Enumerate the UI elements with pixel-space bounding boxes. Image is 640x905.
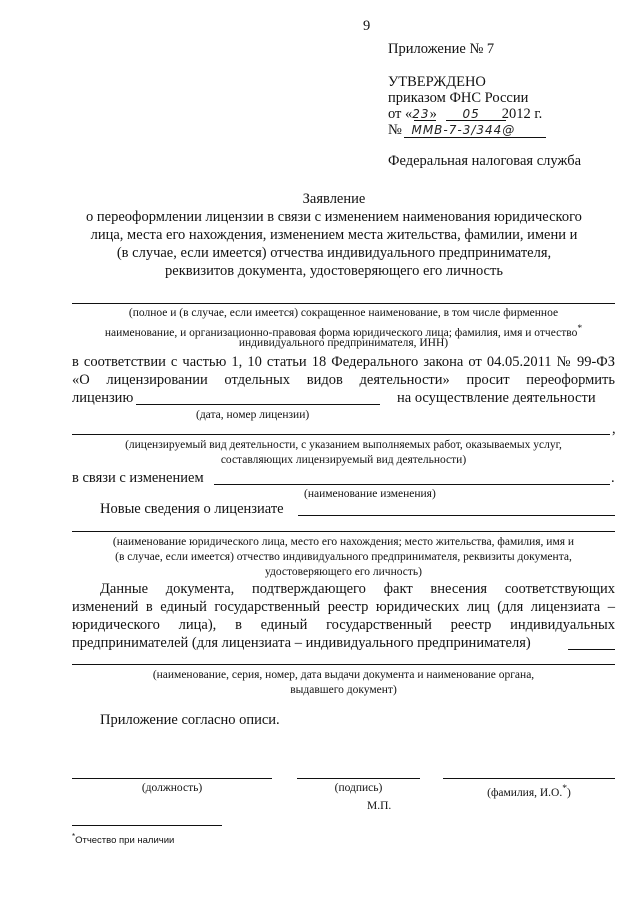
title-line-2: о переоформлении лицензии в связи с изменением наименования юридического <box>86 209 582 225</box>
signature-hint: (подпись) <box>334 782 383 794</box>
license-number-field[interactable] <box>136 404 380 405</box>
applicant-hint-3: индивидуального предпринимателя, ИНН) <box>238 337 449 349</box>
appendix-title: Приложение № 7 <box>388 41 495 57</box>
title-line-3: лица, места его нахождения, изменением места жительства, фамилии, имени и <box>90 227 578 243</box>
recipient: Федеральная налоговая служба <box>388 153 582 169</box>
new-info-hint-2: (в случае, если имеется) отчество индивидуального предпринимателя, реквизиты документа, <box>115 551 572 563</box>
change-label: в связи с изменением <box>72 470 204 486</box>
doc-line-2: изменений в единый государственный реестр юридических лиц (для лицензиата – <box>72 599 615 615</box>
date-day: 23 <box>412 107 430 121</box>
footnote <box>72 832 174 846</box>
applicant-hint-mark: * <box>577 323 583 334</box>
activity-hint-2: составляющих лицензируемый вид деятельности) <box>220 454 467 466</box>
date-mid: » <box>429 106 437 122</box>
activity-field[interactable] <box>72 434 610 435</box>
title-line-1: Заявление <box>302 191 366 207</box>
doc-field-2[interactable] <box>72 664 615 665</box>
doc-hint-1: (наименование, серия, номер, дата выдачи документа и наименование органа, <box>152 669 535 681</box>
title-line-4: (в случае, если имеется) отчества индивидуального предпринимателя, <box>116 245 552 261</box>
position-hint: (должность) <box>141 782 203 794</box>
signature-field[interactable] <box>297 778 420 779</box>
attachment-note: Приложение согласно описи. <box>100 712 280 728</box>
position-field[interactable] <box>72 778 272 779</box>
activity-word: на осуществление деятельности <box>397 390 596 406</box>
doc-line-4: предпринимателей (для лицензиата – индивидуального предпринимателя) <box>72 635 531 651</box>
name-hint-close: ) <box>567 786 571 799</box>
change-hint: (наименование изменения) <box>304 488 436 500</box>
number-value: ММВ-7-3/344@ <box>411 123 516 137</box>
new-info-field-1[interactable] <box>298 515 615 516</box>
new-info-label: Новые сведения о лицензиате <box>100 501 284 517</box>
doc-line-3: юридического лица), в единый государственный реестр индивидуальных <box>72 617 615 633</box>
body1-line-1: в соответствии с частью 1, 10 статьи 18 Федерального закона от 04.05.2011 № 99-ФЗ <box>72 354 615 370</box>
date-prefix: от « <box>388 106 413 122</box>
applicant-field[interactable] <box>72 303 615 304</box>
name-hint <box>443 781 615 801</box>
title-line-5: реквизитов документа, удостоверяющего его личность <box>165 263 503 279</box>
date-month: 05 <box>462 107 480 121</box>
applicant-hint-1: (полное и (в случае, если имеется) сокращенное наименование, в том числе фирменное <box>128 307 559 319</box>
approved-label: УТВЕРЖДЕНО <box>388 74 486 90</box>
date-year: 2012 г. <box>501 106 543 122</box>
name-hint-mark: * <box>562 783 568 794</box>
doc-line-1: Данные документа, подтверждающего факт внесения соответствующих <box>100 581 615 597</box>
number-prefix: № <box>388 122 402 138</box>
footnote-divider <box>72 825 222 826</box>
activity-hint-1: (лицензируемый вид деятельности, с указанием выполняемых работ, оказываемых услуг, <box>125 439 562 451</box>
doc-field-1[interactable] <box>568 649 615 650</box>
activity-comma: , <box>612 421 616 437</box>
order-label: приказом ФНС России <box>388 90 529 106</box>
new-info-hint-1: (наименование юридического лица, место его нахождения; место жительства, фамилия, имя и <box>112 536 575 548</box>
name-hint-text: (фамилия, И.О. <box>487 786 563 799</box>
applicant-hint-2-text: наименование, и организационно-правовая форма юридического лица; фамилия, имя и отчество <box>104 326 578 339</box>
license-word: лицензию <box>72 390 134 406</box>
body1-line-2: «О лицензировании отдельных видов деятельности» просит переоформить <box>72 372 615 388</box>
change-field[interactable] <box>214 484 610 485</box>
number-underline <box>404 137 546 138</box>
name-field[interactable] <box>443 778 615 779</box>
footnote-text: Отчество при наличии <box>75 835 175 847</box>
stamp-label: М.П. <box>367 800 392 812</box>
change-dot: . <box>611 470 615 486</box>
page-number: 9 <box>363 18 371 34</box>
license-hint: (дата, номер лицензии) <box>196 409 310 421</box>
doc-hint-2: выдавшего документ) <box>290 684 397 696</box>
footnote-mark: * <box>72 832 76 841</box>
new-info-hint-3: удостоверяющего его личность) <box>265 566 422 578</box>
new-info-field-2[interactable] <box>72 531 615 532</box>
